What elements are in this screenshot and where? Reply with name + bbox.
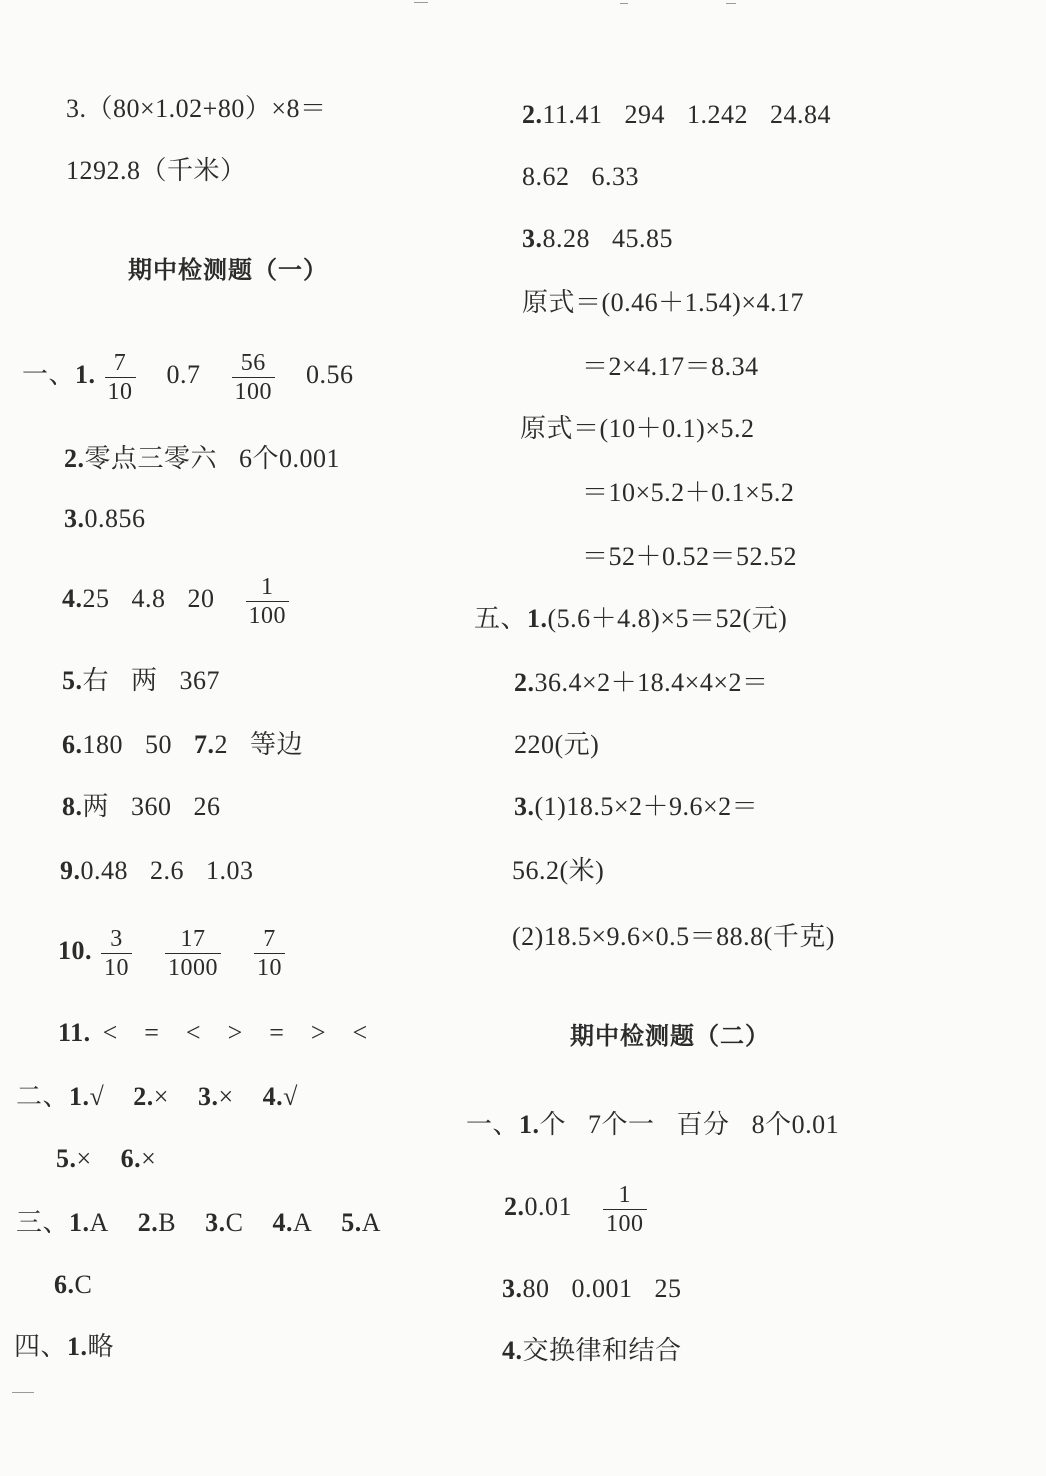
section-3-row-1: 三、1.A 2.B 3.C 4.A 5.A xyxy=(16,1208,382,1237)
section-4-row-1: 四、1.略 xyxy=(14,1332,115,1361)
section-1-q11: 11. < = < > = > < xyxy=(58,1018,368,1047)
fraction: $\frac{17}{1000}$ xyxy=(165,925,221,982)
section-5-q1: 五、1.(5.6＋4.8)×5＝52(元) xyxy=(474,604,788,633)
right-line-2: 8.62 6.33 xyxy=(522,162,639,191)
section-1-q6-q7: 6.180 50 7.2 等边 xyxy=(62,730,304,759)
question-number: 1. xyxy=(75,360,96,389)
answer-value: 0.56 xyxy=(306,360,354,389)
scan-mark-top-3 xyxy=(726,3,736,4)
midterm-2-q4: 4.交换律和结合 xyxy=(502,1336,682,1365)
fraction: $\frac{3}{10}$ xyxy=(101,925,132,982)
right-line-4: 原式＝(0.46＋1.54)×4.17 xyxy=(522,288,804,317)
left-line-2: 1292.8（千米） xyxy=(66,156,247,185)
left-line-1: 3.（80×1.02+80）×8＝ xyxy=(66,94,327,123)
scan-mark-top-1 xyxy=(414,2,428,3)
right-line-5: ＝2×4.17＝8.34 xyxy=(582,352,759,381)
section-heading-midterm-1: 期中检测题（一） xyxy=(128,256,328,284)
section-1-q5: 5.右 两 367 xyxy=(62,666,221,695)
right-line-14: (2)18.5×9.6×0.5＝88.8(千克) xyxy=(512,922,835,951)
section-heading-midterm-2: 期中检测题（二） xyxy=(570,1022,770,1050)
right-line-8: ＝52＋0.52＝52.52 xyxy=(582,542,798,571)
section-1-q10: 10. $\frac{3}{10}$ $\frac{17}{1000}$ $\frac{7}{10}$ xyxy=(58,920,287,982)
right-line-13: 56.2(米) xyxy=(512,856,605,885)
section-3-row-2: 6.C xyxy=(54,1270,93,1299)
midterm-2-q3: 3.80 0.001 25 xyxy=(502,1274,682,1303)
right-line-q3: 3.8.28 45.85 xyxy=(522,224,673,253)
scan-mark-bottom xyxy=(12,1392,34,1393)
right-line-6: 原式＝(10＋0.1)×5.2 xyxy=(520,414,755,443)
answer-value: 0.7 xyxy=(166,360,201,389)
fraction: $\frac{56}{100}$ xyxy=(232,349,276,406)
section-1-q4: 4.25 4.8 20 $\frac{1}{100}$ xyxy=(62,568,291,630)
section-1-q8: 8.两 360 26 xyxy=(62,792,221,821)
fraction: $\frac{1}{100}$ xyxy=(246,573,290,630)
section-1-q3: 3.0.856 xyxy=(64,504,146,533)
midterm-2-q2: 2.0.01 $\frac{1}{100}$ xyxy=(504,1176,649,1238)
scan-mark-top-2 xyxy=(620,3,628,4)
fraction: $\frac{7}{10}$ xyxy=(105,349,136,406)
section-2-row-2: 5.× 6.× xyxy=(56,1144,157,1173)
section-1-q1 xyxy=(22,344,354,406)
section-2-row-1: 二、1.√ 2.× 3.× 4.√ xyxy=(16,1082,298,1111)
section-prefix: 一、 xyxy=(22,360,76,389)
section-5-q2: 2.36.4×2＋18.4×4×2＝ xyxy=(514,668,769,697)
right-line-q2: 2.11.41 294 1.242 24.84 xyxy=(522,100,832,129)
right-line-11: 220(元) xyxy=(514,730,600,759)
right-line-7: ＝10×5.2＋0.1×5.2 xyxy=(582,478,795,507)
fraction: $\frac{7}{10}$ xyxy=(254,925,285,982)
fraction: $\frac{1}{100}$ xyxy=(603,1181,647,1238)
midterm-2-q1: 一、1.个 7个一 百分 8个0.01 xyxy=(466,1110,840,1139)
section-5-q3: 3.(1)18.5×2＋9.6×2＝ xyxy=(514,792,759,821)
section-1-q9: 9.0.48 2.6 1.03 xyxy=(60,856,254,885)
section-1-q2: 2.零点三零六 6个0.001 xyxy=(64,444,341,473)
